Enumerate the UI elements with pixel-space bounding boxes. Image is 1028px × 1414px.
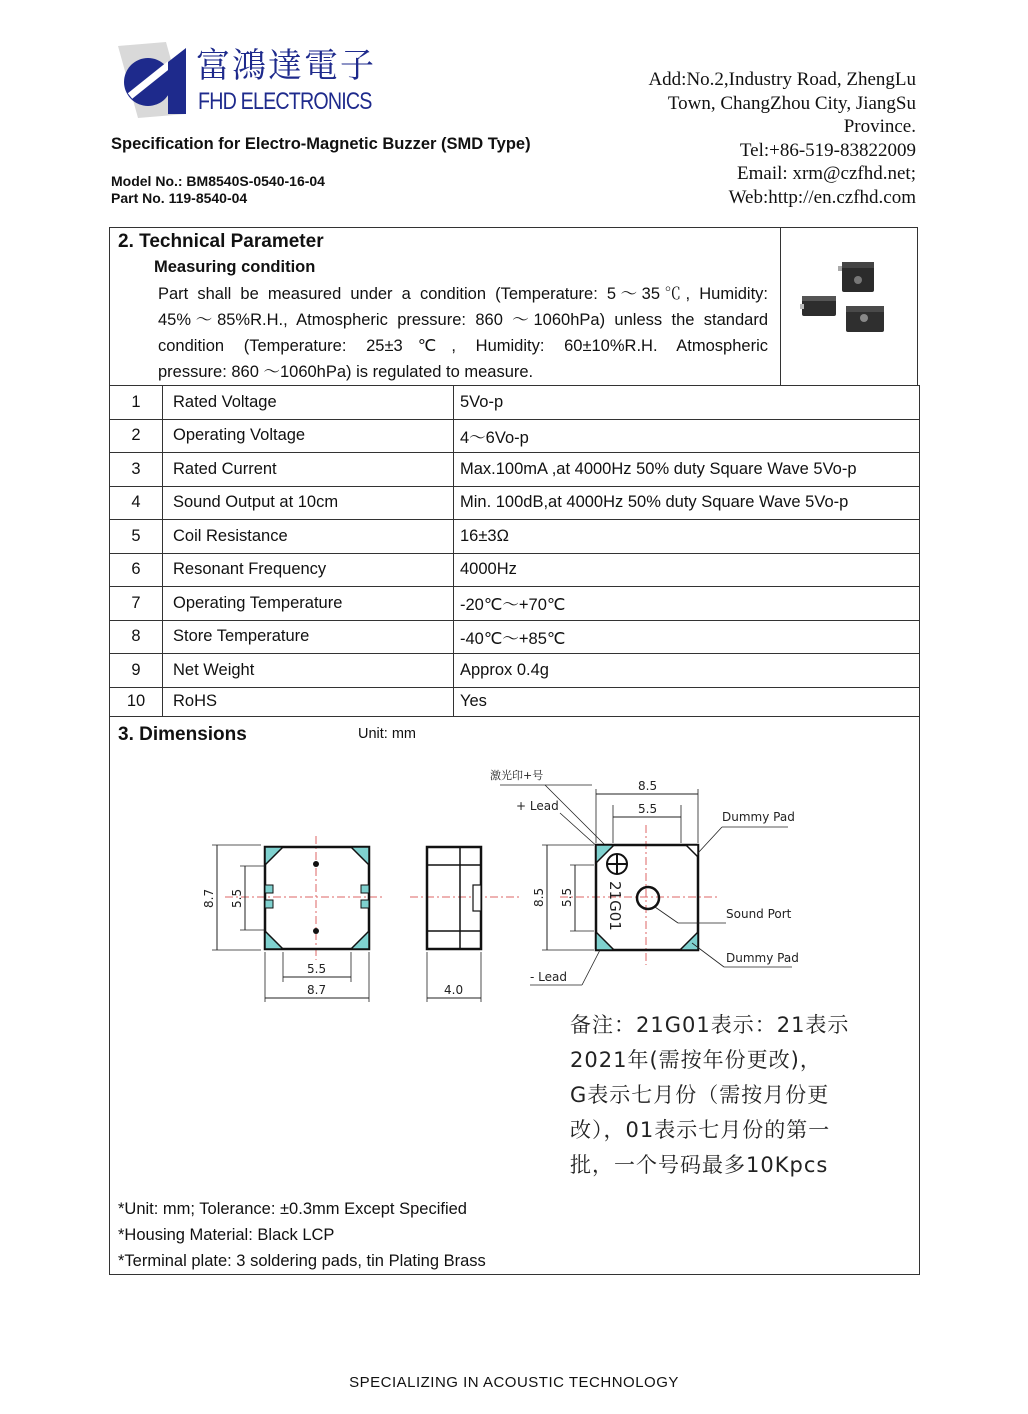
page-footer: SPECIALIZING IN ACOUSTIC TECHNOLOGY [349, 1374, 679, 1391]
param-name: Store Temperature [163, 620, 454, 654]
measuring-line: condition (Temperature: 25±3℃, Humidity: 60±10%R.H. Atmospheric [158, 337, 768, 355]
parameter-table [109, 385, 920, 717]
row-number: 7 [110, 587, 163, 621]
back-width-inner-label: 5.5 [638, 802, 658, 816]
logo-mark [108, 38, 188, 118]
row-number: 4 [110, 486, 163, 520]
table-row [110, 553, 920, 587]
minus-lead-label: - Lead [530, 970, 567, 984]
product-photo [798, 256, 898, 346]
note-housing: *Housing Material: Black LCP [118, 1226, 335, 1244]
param-value: 5Vo-p [454, 386, 920, 420]
dummy-pad-top-label: Dummy Pad [722, 810, 795, 824]
note-line: G表示七月份（需按月份更 [570, 1083, 830, 1107]
row-number: 6 [110, 553, 163, 587]
front-width-outer-label: 8.7 [307, 983, 327, 997]
front-view-drawing [195, 830, 395, 1010]
param-value: Min. 100dB,at 4000Hz 50% duty Square Wave 5Vo-p [454, 486, 920, 520]
date-code-label: 21G01 [606, 881, 624, 931]
param-name: Operating Voltage [163, 419, 454, 453]
back-height-outer-label: 8.5 [532, 887, 546, 907]
row-number: 2 [110, 419, 163, 453]
model-number: Model No.: BM8540S-0540-16-04 [111, 173, 325, 189]
part-number: Part No. 119-8540-04 [111, 190, 248, 206]
table-row [110, 654, 920, 688]
web-line: Web:http://en.czfhd.com [728, 186, 916, 208]
back-height-inner-label: 5.5 [560, 887, 574, 907]
table-row [110, 687, 920, 716]
technical-parameter-title: 2. Technical Parameter [118, 231, 324, 252]
param-value: -20℃～+70℃ [454, 587, 920, 621]
note-terminal: *Terminal plate: 3 soldering pads, tin Plating Brass [118, 1252, 486, 1270]
measuring-condition-text [158, 281, 768, 385]
front-height-outer-label: 8.7 [202, 888, 216, 908]
measuring-condition-title: Measuring condition [154, 258, 316, 276]
measuring-line: 45%～85%R.H., Atmospheric pressure: 860 ～1060hPa) unless the standard [158, 311, 768, 329]
note-line: 改），01表示七月份的第一 [570, 1118, 831, 1142]
address-line: Add:No.2,Industry Road, ZhengLu [648, 69, 916, 90]
param-name: Operating Temperature [163, 587, 454, 621]
note-line: 备注：21G01表示：21表示 [570, 1013, 850, 1037]
dimensions-title: 3. Dimensions [118, 724, 247, 745]
table-row [110, 453, 920, 487]
front-width-inner-label: 5.5 [307, 962, 327, 976]
row-number: 5 [110, 520, 163, 554]
plus-lead-label: + Lead [516, 799, 559, 813]
table-row [110, 520, 920, 554]
table-row [110, 587, 920, 621]
dimension-notes [118, 1196, 486, 1274]
sound-port-label: Sound Port [726, 907, 792, 921]
table-row [110, 419, 920, 453]
param-name: Net Weight [163, 654, 454, 688]
company-logo [108, 38, 376, 120]
side-width-label: 4.0 [444, 983, 464, 997]
param-value: 4000Hz [454, 553, 920, 587]
back-width-outer-label: 8.5 [638, 779, 658, 793]
param-value: Max.100mA ,at 4000Hz 50% duty Square Wave 5Vo-p [454, 453, 920, 487]
email-line: Email: xrm@czfhd.net; [737, 163, 916, 184]
logo-chinese-name: 富鴻達電子 [196, 46, 376, 86]
note-line: 2021年(需按年份更改)， [570, 1048, 822, 1072]
row-number: 8 [110, 620, 163, 654]
param-name: Rated Current [163, 453, 454, 487]
param-value: -40℃～+85℃ [454, 620, 920, 654]
dummy-pad-bottom-label: Dummy Pad [726, 951, 799, 965]
param-value: Approx 0.4g [454, 654, 920, 688]
measuring-line: Part shall be measured under a condition (Temperature: 5～35℃, Humidity: [158, 285, 768, 303]
address-line: Town, ChangZhou City, JiangSu [667, 92, 916, 114]
back-view-drawing [490, 765, 800, 995]
param-name: RoHS [163, 687, 454, 716]
front-height-inner-label: 5.5 [230, 888, 244, 908]
param-name: Resonant Frequency [163, 553, 454, 587]
logo-english-name: FHD ELECTRONICS [198, 88, 372, 115]
param-value: 4～6Vo-p [454, 419, 920, 453]
table-row [110, 386, 920, 420]
table-row [110, 486, 920, 520]
table-row [110, 620, 920, 654]
dimensions-unit: Unit: mm [358, 726, 416, 742]
address-line: Province. [843, 116, 916, 137]
note-line: 批，一个号码最多10Kpcs [570, 1153, 829, 1177]
spec-title: Specification for Electro-Magnetic Buzzer (SMD Type) [111, 135, 531, 153]
laser-mark-label: 激光印+号 [490, 769, 544, 782]
row-number: 10 [110, 687, 163, 716]
chinese-note [570, 1008, 849, 1183]
param-value: Yes [454, 687, 920, 716]
param-name: Coil Resistance [163, 520, 454, 554]
row-number: 9 [110, 654, 163, 688]
param-name: Sound Output at 10cm [163, 486, 454, 520]
company-address [556, 68, 916, 209]
row-number: 3 [110, 453, 163, 487]
param-name: Rated Voltage [163, 386, 454, 420]
row-number: 1 [110, 386, 163, 420]
measuring-line: pressure: 860 ～1060hPa) is regulated to measure. [158, 363, 534, 381]
note-tolerance: *Unit: mm; Tolerance: ±0.3mm Except Specified [118, 1200, 467, 1218]
phone-line: Tel:+86-519-83822009 [739, 139, 916, 161]
param-value: 16±3Ω [454, 520, 920, 554]
